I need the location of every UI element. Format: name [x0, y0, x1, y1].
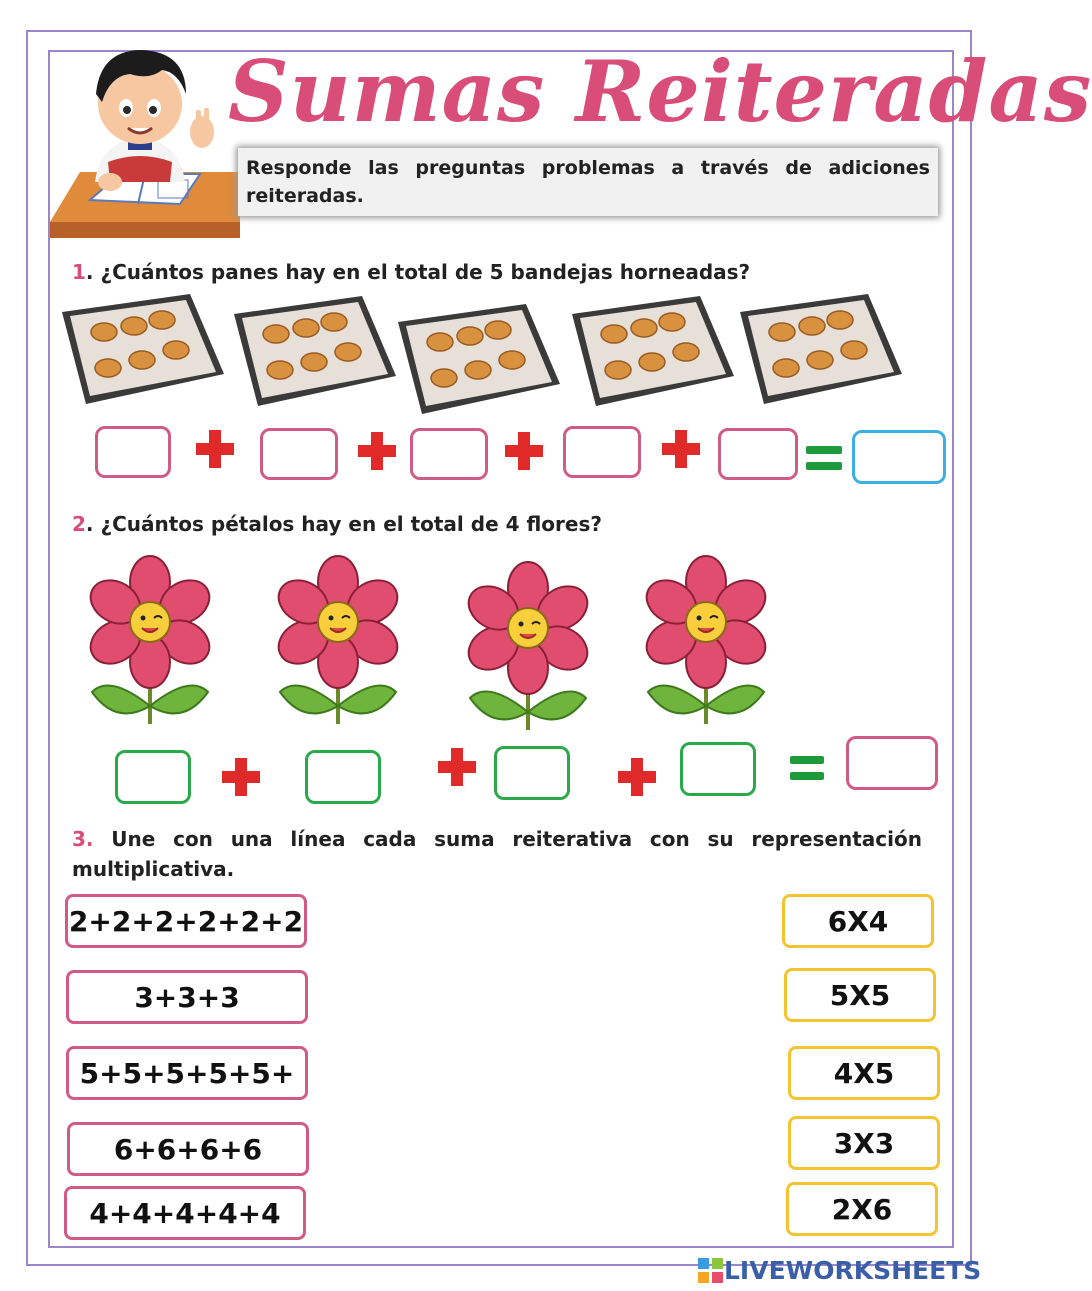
liveworksheets-logo-text: LIVEWORKSHEETS	[724, 1256, 982, 1285]
q2-answer-box-4[interactable]	[680, 742, 756, 796]
liveworksheets-logo	[698, 1256, 981, 1285]
plus-icon	[194, 428, 236, 470]
question-2-text: . ¿Cuántos pétalos hay en el total de 4 flores?	[85, 512, 602, 536]
product-item-4[interactable]: 3X3	[788, 1116, 940, 1170]
instruction-text: Responde las preguntas problemas a través de adiciones reiteradas.	[238, 148, 938, 216]
question-3-text: Une con una línea cada suma reiterativa con su representación multiplicativa.	[72, 827, 922, 881]
equals-icon	[790, 756, 824, 782]
question-2	[72, 512, 602, 536]
sum-item-5[interactable]: 4+4+4+4+4	[64, 1186, 306, 1240]
q2-answer-box-1[interactable]	[115, 750, 191, 804]
sum-item-3[interactable]: 5+5+5+5+5+	[66, 1046, 308, 1100]
question-1-text: . ¿Cuántos panes hay en el total de 5 bandejas horneadas?	[85, 260, 751, 284]
question-1-number: 1	[72, 260, 86, 284]
plus-icon	[436, 746, 478, 788]
q2-answer-box-2[interactable]	[305, 750, 381, 804]
product-item-5[interactable]: 2X6	[786, 1182, 938, 1236]
plus-icon	[356, 430, 398, 472]
question-3	[72, 824, 922, 884]
plus-icon	[660, 428, 702, 470]
question-1	[72, 260, 750, 284]
q1-answer-box-5[interactable]	[718, 428, 798, 480]
q1-answer-box-2[interactable]	[260, 428, 338, 480]
tray-2	[234, 296, 396, 406]
liveworksheets-logo-icon	[698, 1258, 724, 1284]
tray-1	[62, 294, 224, 404]
q1-result-box[interactable]	[852, 430, 946, 484]
tray-5	[740, 294, 902, 404]
question-2-number: 2	[72, 512, 86, 536]
q2-result-box[interactable]	[846, 736, 938, 790]
bread-trays	[58, 288, 908, 413]
product-item-3[interactable]: 4X5	[788, 1046, 940, 1100]
product-item-2[interactable]: 5X5	[784, 968, 936, 1022]
equals-icon	[806, 446, 842, 472]
worksheet-title: Sumas Reiteradas	[228, 42, 1092, 141]
flowers	[80, 550, 780, 730]
student-illustration	[50, 32, 240, 238]
sum-item-2[interactable]: 3+3+3	[66, 970, 308, 1024]
q1-answer-box-3[interactable]	[410, 428, 488, 480]
plus-icon	[503, 430, 545, 472]
tray-3	[398, 304, 560, 414]
q1-answer-box-1[interactable]	[95, 426, 171, 478]
q1-answer-box-4[interactable]	[563, 426, 641, 478]
tray-4	[572, 296, 734, 406]
plus-icon	[616, 756, 658, 798]
sum-item-4[interactable]: 6+6+6+6	[67, 1122, 309, 1176]
sum-item-1[interactable]: 2+2+2+2+2+2	[65, 894, 307, 948]
plus-icon	[220, 756, 262, 798]
q2-answer-box-3[interactable]	[494, 746, 570, 800]
product-item-1[interactable]: 6X4	[782, 894, 934, 948]
question-3-number: 3.	[72, 827, 94, 851]
